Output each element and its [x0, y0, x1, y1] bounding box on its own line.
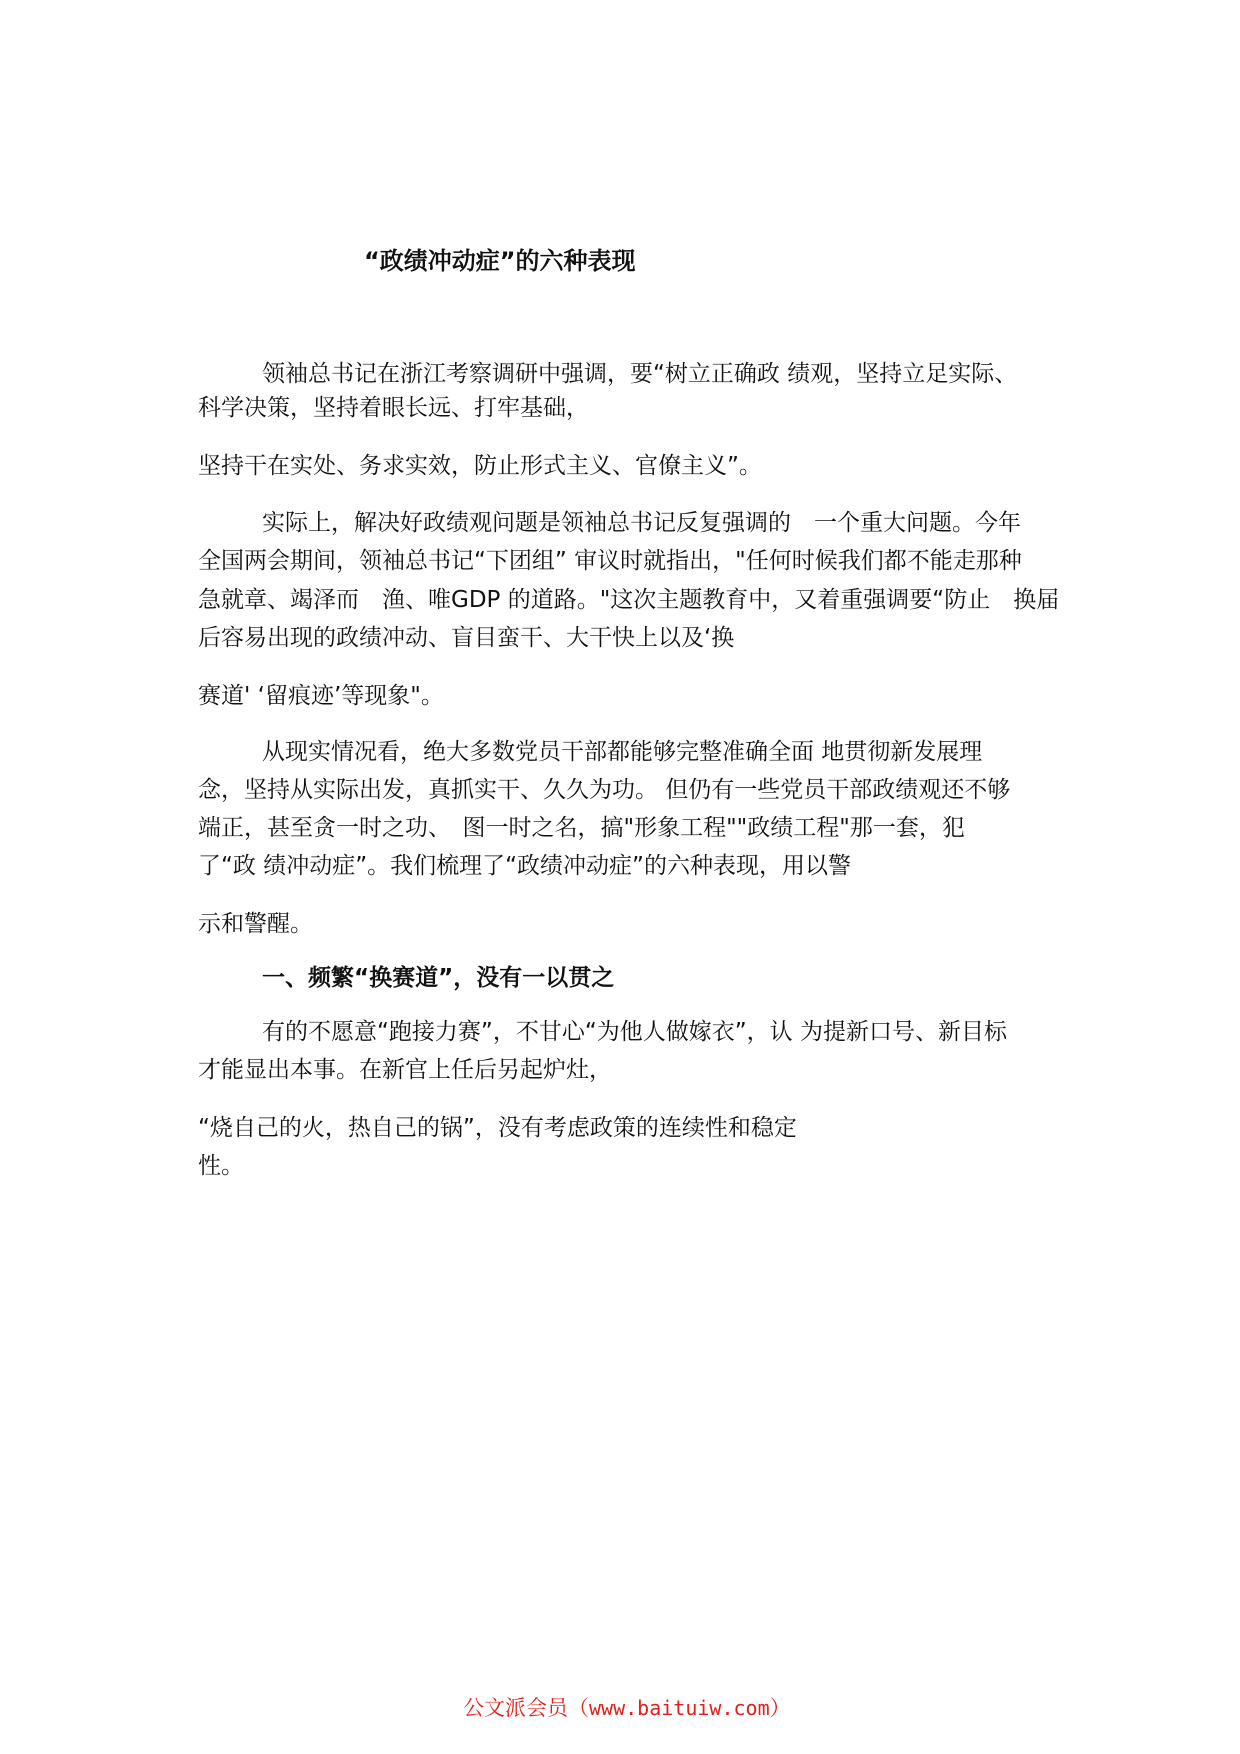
section-heading: 一、频繁“换赛道”，没有一以贯之: [262, 965, 615, 991]
footer-url[interactable]: www.baituiw.com: [589, 1696, 770, 1720]
document-title: “政绩冲动症”的六种表现: [364, 247, 636, 275]
paragraph-line: 后容易出现的政绩冲动、盲目蛮干、大干快上以及‘换: [198, 625, 735, 651]
paragraph-line: 端正，甚至贪一时之功、 图一时之名，搞"形象工程""政绩工程"那一套，犯: [198, 815, 965, 841]
paragraph-line: 科学决策，坚持着眼长远、打牢基础，: [198, 395, 589, 421]
paragraph-line: 坚持干在实处、务求实效，防止形式主义、官僚主义”。: [198, 453, 762, 479]
paragraph-line: 念，坚持从实际出发，真抓实干、久久为功。 但仍有一些党员干部政绩观还不够: [198, 777, 1011, 803]
footer-close: ）: [769, 1696, 791, 1720]
paragraph-line: “烧自己的火，热自己的锅”，没有考虑政策的连续性和稳定: [198, 1115, 797, 1141]
paragraph-line: 领袖总书记在浙江考察调研中强调，要“树立正确政 绩观，坚持立足实际、: [262, 361, 1018, 387]
paragraph-line: 性。: [198, 1153, 244, 1179]
paragraph-line: 示和警醒。: [198, 911, 313, 937]
paragraph-line: 急就章、竭泽而 渔、唯GDP 的道路。"这次主题教育中，又着重强调要“防止 换届: [198, 587, 1060, 613]
paragraph-line: 了“政 绩冲动症”。我们梳理了“政绩冲动症”的六种表现，用以警: [198, 853, 851, 879]
paragraph-line: 赛道' ‘留痕迹’等现象"。: [198, 683, 444, 709]
paragraph-line: 实际上，解决好政绩观问题是领袖总书记反复强调的 一个重大问题。今年: [262, 510, 1021, 536]
footer-label: 公文派会员（: [463, 1696, 589, 1720]
paragraph-line: 才能显出本事。在新官上任后另起炉灶，: [198, 1057, 612, 1083]
paragraph-line: 有的不愿意“跑接力赛”，不甘心“为他人做嫁衣”，认 为提新口号、新目标: [262, 1019, 1007, 1045]
footer-watermark[interactable]: [463, 1692, 791, 1722]
paragraph-line: 全国两会期间，领袖总书记“下团组” 审议时就指出，"任何时候我们都不能走那种: [198, 548, 1022, 574]
paragraph-line: 从现实情况看，绝大多数党员干部都能够完整准确全面 地贯彻新发展理: [262, 739, 983, 765]
